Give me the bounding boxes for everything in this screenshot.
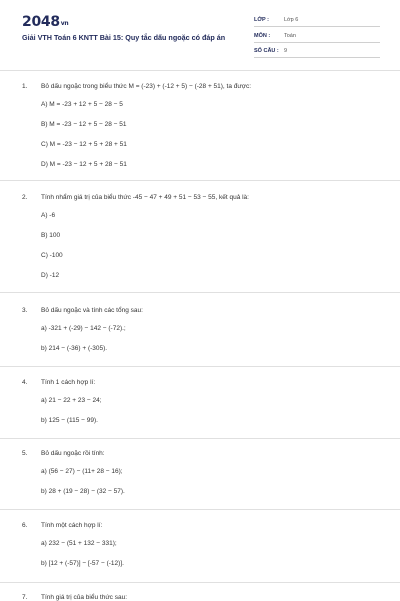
- question-divider: [0, 292, 400, 293]
- meta-count-value: 9: [284, 48, 288, 54]
- part-a: a) 232 − (51 + 132 − 331);: [41, 540, 117, 547]
- part-b: b) 28 + (19 − 28) − (32 − 57).: [41, 488, 125, 495]
- option-d[interactable]: D) -12: [41, 272, 60, 279]
- meta-subject-row: [254, 30, 380, 43]
- question-divider: [0, 366, 400, 367]
- question-stem: Tính một cách hợp lí:: [41, 522, 103, 529]
- meta-count-row: [254, 45, 380, 58]
- logo-text: 2048: [22, 14, 60, 30]
- meta-class-row: [254, 14, 380, 27]
- question-number: 6.: [22, 522, 28, 529]
- option-a[interactable]: A) -6: [41, 212, 56, 219]
- part-b: b) [12 + (-57)] − [-57 − (-12)].: [41, 560, 124, 567]
- question-number: 5.: [22, 450, 28, 457]
- meta-count-label: SỐ CÂU :: [254, 48, 279, 54]
- question-stem: Bỏ dấu ngoặc trong biểu thức M = (-23) + (-12 + 5) − (-28 + 51), ta được:: [41, 83, 252, 90]
- question-divider: [0, 582, 400, 583]
- question-divider: [0, 438, 400, 439]
- question-stem: Bỏ dấu ngoặc rồi tính:: [41, 450, 105, 457]
- site-logo[interactable]: [22, 14, 68, 30]
- question-number: 3.: [22, 307, 28, 314]
- meta-subject-value: Toán: [284, 33, 296, 39]
- question-stem: Tính 1 cách hợp lí:: [41, 379, 96, 386]
- question-number: 1.: [22, 83, 28, 90]
- meta-class-value: Lớp 6: [284, 17, 299, 23]
- question-number: 2.: [22, 194, 28, 201]
- option-c[interactable]: C) M = -23 − 12 + 5 + 28 + 51: [41, 141, 127, 148]
- question-divider: [0, 509, 400, 510]
- option-c[interactable]: C) -100: [41, 252, 63, 259]
- page-header: [0, 0, 400, 70]
- meta-subject-label: MÔN :: [254, 33, 271, 39]
- part-b: b) 214 − (-36) + (-305).: [41, 345, 108, 352]
- question-stem: Tính nhẩm giá trị của biểu thức -45 − 47 + 49 + 51 − 53 − 55, kết quả là:: [41, 194, 249, 201]
- page-title: Giải VTH Toán 6 KNTT Bài 15: Quy tắc dấu ngoặc có đáp án: [22, 33, 226, 42]
- part-a: a) -321 + (-29) − 142 − (-72).;: [41, 325, 126, 332]
- option-b[interactable]: B) M = -23 − 12 + 5 − 28 − 51: [41, 121, 127, 128]
- part-a: a) (56 − 27) − (11+ 28 − 16);: [41, 468, 123, 475]
- question-number: 4.: [22, 379, 28, 386]
- question-stem: Tính giá trị của biểu thức sau:: [41, 594, 128, 601]
- part-b: b) 125 − (115 − 99).: [41, 417, 98, 424]
- logo-suffix: vn: [60, 20, 69, 27]
- question-number: 7.: [22, 594, 28, 601]
- option-b[interactable]: B) 100: [41, 232, 61, 239]
- part-a: a) 21 − 22 + 23 − 24;: [41, 397, 102, 404]
- meta-class-label: LỚP :: [254, 17, 269, 23]
- option-a[interactable]: A) M = -23 + 12 + 5 − 28 − 5: [41, 101, 123, 108]
- question-stem: Bỏ dấu ngoặc và tính các tổng sau:: [41, 307, 143, 314]
- option-d[interactable]: D) M = -23 − 12 + 5 + 28 − 51: [41, 161, 127, 168]
- header-divider: [0, 70, 400, 71]
- question-divider: [0, 180, 400, 181]
